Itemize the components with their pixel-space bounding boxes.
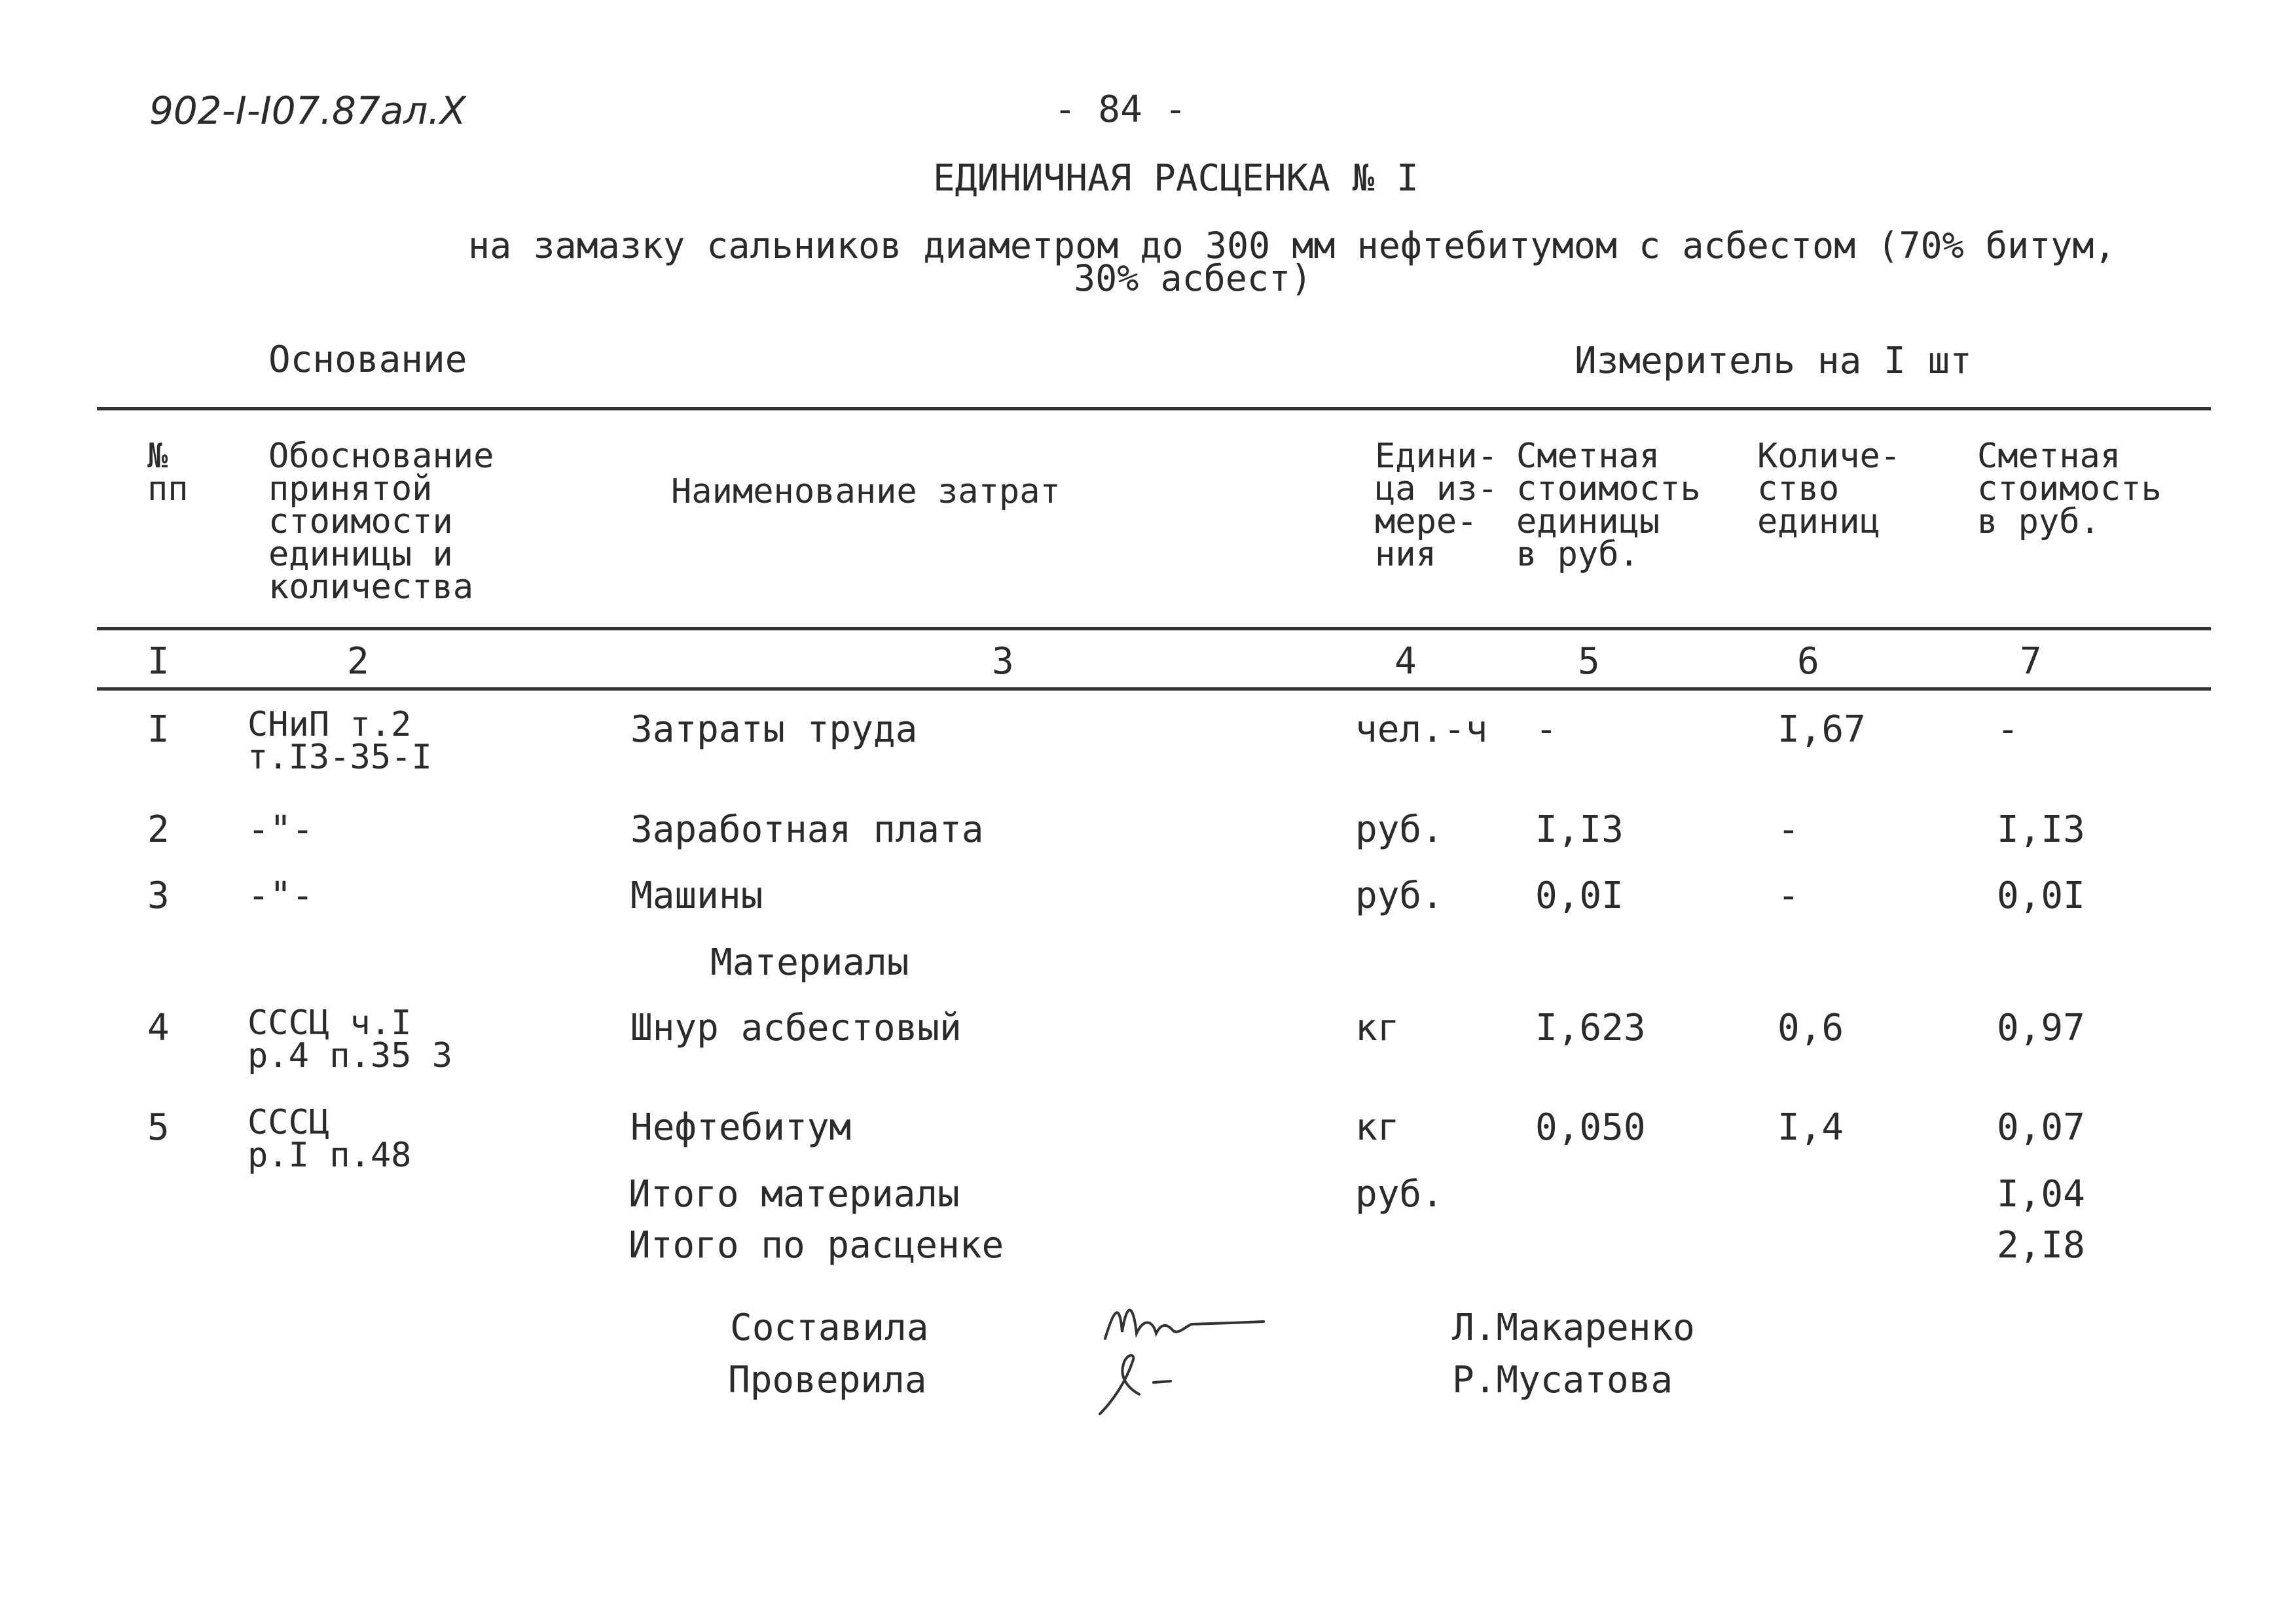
header-col-3: Наименование затрат xyxy=(671,472,1061,511)
row-1-basis: СНиП т.2 т.I3-35-I xyxy=(247,705,432,777)
materials-section-heading: Материалы xyxy=(710,941,909,984)
page-title: ЕДИНИЧНАЯ РАСЦЕНКА № I xyxy=(933,157,1419,200)
subtitle-line-1: на замазку сальников диаметром до 300 мм нефтебитумом с асбестом (70% битум, xyxy=(468,225,2116,266)
col-number-6: 6 xyxy=(1797,640,1819,683)
row-1-qty: I,67 xyxy=(1777,708,1866,751)
row-5-qty: I,4 xyxy=(1777,1106,1844,1149)
row-3-name: Машины xyxy=(630,875,763,917)
row-2-qty: - xyxy=(1777,808,1800,851)
row-1-name: Затраты труда xyxy=(630,708,918,751)
subtitle-line-2: 30% асбест) xyxy=(1074,257,1313,299)
checker-name: Р.Мусатова xyxy=(1452,1359,1673,1401)
row-3-unit: руб. xyxy=(1355,875,1444,917)
row-3-unit-cost: 0,0I xyxy=(1535,875,1624,917)
table-top-rule xyxy=(97,407,2211,410)
row-4-name: Шнур асбестовый xyxy=(630,1007,962,1049)
header-col-7: Сметная стоимость в руб. xyxy=(1977,437,2162,541)
compiler-name: Л.Макаренко xyxy=(1452,1307,1695,1349)
row-3-qty: - xyxy=(1777,875,1800,917)
row-5-basis: СССЦ р.I п.48 xyxy=(247,1103,412,1175)
row-5-unit: кг xyxy=(1355,1106,1400,1149)
header-col-2: Обоснование принятой стоимости единицы и количества xyxy=(268,437,494,607)
row-3-total: 0,0I xyxy=(1997,875,2085,917)
col-number-7: 7 xyxy=(2020,640,2042,683)
col-number-2: 2 xyxy=(347,640,369,683)
row-5-name: Нефтебитум xyxy=(630,1106,852,1149)
header-col-4: Едини- ца из- мере- ния xyxy=(1375,437,1498,574)
row-2-unit-cost: I,I3 xyxy=(1535,808,1624,851)
row-2-name: Заработная плата xyxy=(630,808,984,851)
compiled-by-label: Составила xyxy=(730,1307,929,1349)
page-number: - 84 - xyxy=(1054,88,1187,131)
row-2-num: 2 xyxy=(147,808,170,851)
col-number-3: 3 xyxy=(992,640,1014,683)
checker-signature xyxy=(1093,1348,1198,1420)
row-3-basis: -"- xyxy=(247,875,314,917)
total-materials-value: I,04 xyxy=(1997,1173,2085,1216)
row-1-unit: чел.-ч xyxy=(1355,708,1488,751)
row-3-num: 3 xyxy=(147,875,170,917)
compiler-signature xyxy=(1100,1293,1270,1352)
basis-label: Основание xyxy=(268,338,467,381)
row-4-num: 4 xyxy=(147,1007,170,1049)
row-2-total: I,I3 xyxy=(1997,808,2085,851)
row-2-basis: -"- xyxy=(247,808,314,851)
row-5-total: 0,07 xyxy=(1997,1106,2085,1149)
unit-label: Измеритель на I шт xyxy=(1575,340,1972,382)
col-number-1: I xyxy=(147,640,170,683)
row-2-unit: руб. xyxy=(1355,808,1444,851)
col-number-4: 4 xyxy=(1394,640,1417,683)
header-col-5: Сметная стоимость единицы в руб. xyxy=(1516,437,1701,574)
row-4-unit-cost: I,623 xyxy=(1535,1007,1646,1049)
row-4-basis: СССЦ ч.I р.4 п.35 3 xyxy=(247,1003,453,1075)
total-materials-unit: руб. xyxy=(1355,1173,1444,1216)
row-5-unit-cost: 0,050 xyxy=(1535,1106,1646,1149)
header-bottom-rule xyxy=(97,627,2211,630)
row-4-qty: 0,6 xyxy=(1777,1007,1844,1049)
col-numbers-rule xyxy=(97,687,2211,691)
document-code: 902-I-I07.87ал.X xyxy=(149,88,466,133)
row-1-unit-cost: - xyxy=(1535,708,1558,751)
row-5-num: 5 xyxy=(147,1106,170,1149)
total-rate-value: 2,I8 xyxy=(1997,1224,2085,1267)
total-rate-label: Итого по расценке xyxy=(629,1224,1004,1267)
row-4-unit: кг xyxy=(1355,1007,1400,1049)
header-col-1: № пп xyxy=(147,437,189,509)
col-number-5: 5 xyxy=(1578,640,1600,683)
row-1-total: - xyxy=(1997,708,2019,751)
header-col-6: Количе- ство единиц xyxy=(1757,437,1901,541)
row-1-num: I xyxy=(147,708,170,751)
row-4-total: 0,97 xyxy=(1997,1007,2085,1049)
checked-by-label: Проверила xyxy=(728,1359,927,1401)
total-materials-label: Итого материалы xyxy=(629,1173,960,1216)
